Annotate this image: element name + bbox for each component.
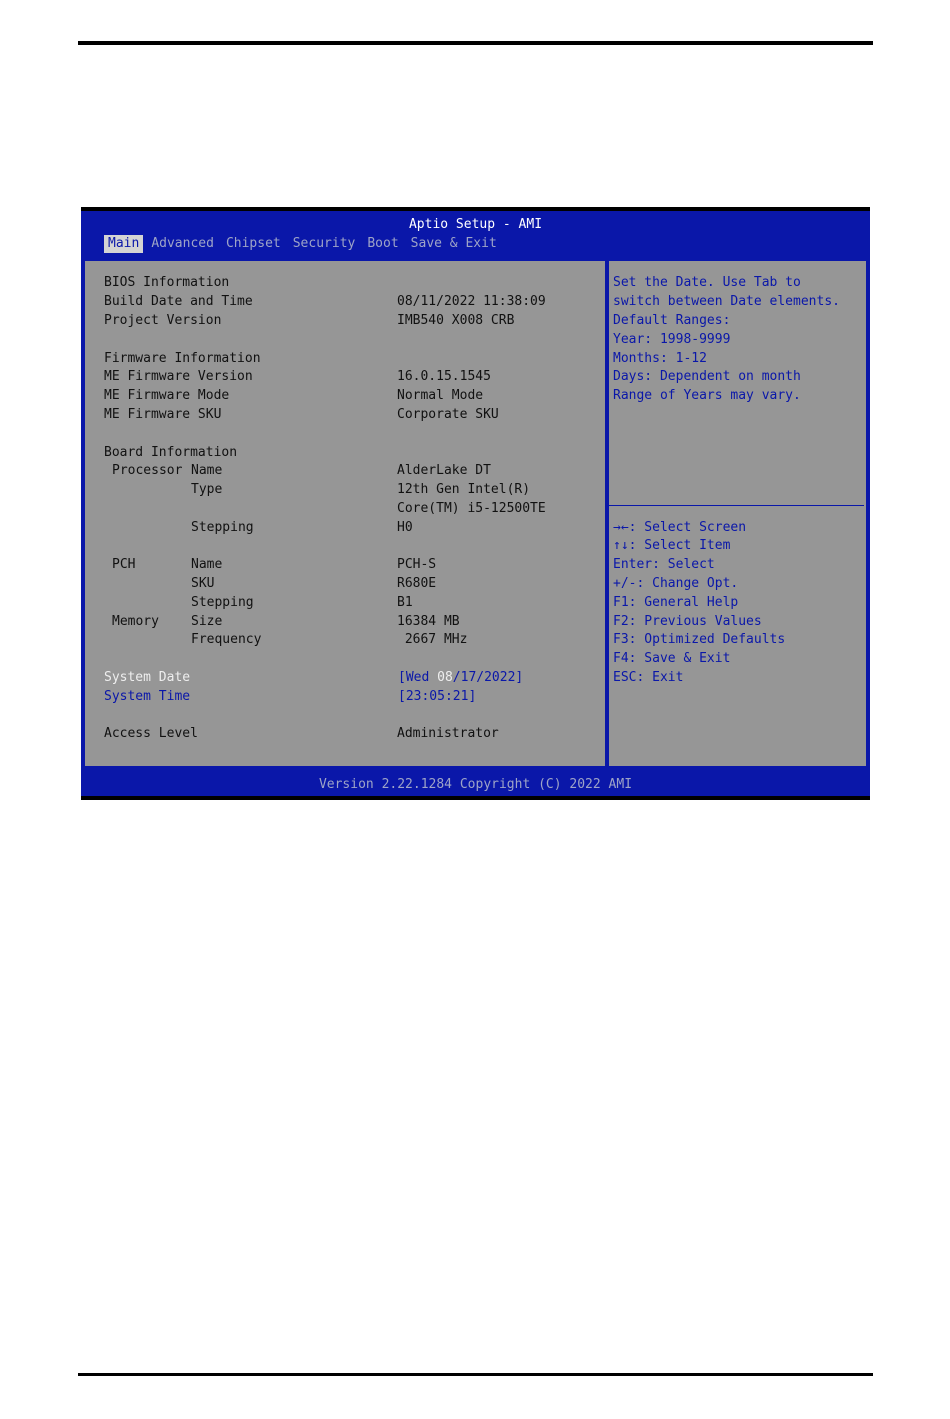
footer-bar <box>81 775 870 796</box>
system-date-month[interactable]: 08 <box>437 670 453 685</box>
processor-type-label: Type <box>191 482 223 497</box>
me-sku-label: ME Firmware SKU <box>104 407 222 422</box>
pch-label: PCH <box>112 557 136 572</box>
version-text: Version 2.22.1284 Copyright (C) 2022 AMI <box>318 777 633 792</box>
help-line: Year: 1998-9999 <box>613 332 731 347</box>
window-title: Aptio Setup - AMI <box>408 217 543 232</box>
processor-type-value-1: 12th Gen Intel(R) <box>397 482 531 497</box>
title-bar <box>81 211 870 257</box>
project-version-label: Project Version <box>104 313 222 328</box>
processor-stepping-value: H0 <box>397 520 413 535</box>
me-version-label: ME Firmware Version <box>104 369 253 384</box>
tab-boot[interactable]: Boot <box>367 236 399 251</box>
key-hint-f1: F1: General Help <box>613 595 739 610</box>
top-rule <box>78 41 873 45</box>
tab-security[interactable]: Security <box>292 236 356 251</box>
pch-sku-label: SKU <box>191 576 215 591</box>
content-frame <box>81 257 870 775</box>
me-mode-value: Normal Mode <box>397 388 484 403</box>
system-time-label[interactable]: System Time <box>104 689 191 704</box>
processor-stepping-label: Stepping <box>191 520 254 535</box>
system-date-field[interactable] <box>398 670 523 686</box>
project-version-value: IMB540 X008 CRB <box>397 313 515 328</box>
memory-size-value: 16384 MB <box>397 614 460 629</box>
left-right-arrows-icon: →← <box>613 520 629 535</box>
board-info-header: Board Information <box>104 445 238 460</box>
build-date-value: 08/11/2022 11:38:09 <box>397 294 546 309</box>
system-date-suffix: /17/2022] <box>452 670 524 685</box>
help-line: Range of Years may vary. <box>613 388 801 403</box>
processor-name-value: AlderLake DT <box>397 463 491 478</box>
firmware-info-header: Firmware Information <box>104 351 261 366</box>
me-sku-value: Corporate SKU <box>397 407 499 422</box>
help-line: switch between Date elements. <box>613 294 840 309</box>
help-panel <box>609 261 866 766</box>
memory-size-label: Size <box>191 614 223 629</box>
memory-label: Memory <box>112 614 159 629</box>
key-hint-f2: F2: Previous Values <box>613 614 762 629</box>
key-hint-select-item: ↑↓: Select Item <box>613 538 731 553</box>
help-line: Set the Date. Use Tab to <box>613 275 801 290</box>
memory-frequency-value: 2667 MHz <box>397 632 468 647</box>
key-hint-select-screen: →←: Select Screen <box>613 520 747 535</box>
help-line: Default Ranges: <box>613 313 731 328</box>
bottom-rule <box>78 1373 873 1376</box>
pch-stepping-label: Stepping <box>191 595 254 610</box>
me-mode-label: ME Firmware Mode <box>104 388 230 403</box>
access-level-value: Administrator <box>397 726 499 741</box>
key-hint-change-opt: +/-: Change Opt. <box>613 576 739 591</box>
system-time-field[interactable]: [23:05:21] <box>398 689 477 704</box>
tab-chipset[interactable]: Chipset <box>225 236 281 251</box>
access-level-label: Access Level <box>104 726 198 741</box>
help-line: Months: 1-12 <box>613 351 707 366</box>
up-down-arrows-icon: ↑↓ <box>613 538 629 553</box>
pch-name-label: Name <box>191 557 223 572</box>
key-hint-f4: F4: Save & Exit <box>613 651 731 666</box>
menu-bar <box>104 235 505 253</box>
processor-label: Processor <box>112 463 183 478</box>
help-line: Days: Dependent on month <box>613 369 801 384</box>
system-date-prefix: [Wed <box>398 670 438 685</box>
pch-name-value: PCH-S <box>397 557 437 572</box>
main-panel <box>85 261 605 766</box>
tab-main[interactable]: Main <box>104 235 143 253</box>
me-version-value: 16.0.15.1545 <box>397 369 491 384</box>
tab-advanced[interactable]: Advanced <box>151 236 214 251</box>
system-date-label[interactable]: System Date <box>104 670 191 685</box>
key-hint-esc: ESC: Exit <box>613 670 684 685</box>
key-hint-enter: Enter: Select <box>613 557 715 572</box>
memory-frequency-label: Frequency <box>191 632 262 647</box>
pch-sku-value: R680E <box>397 576 437 591</box>
bios-info-header: BIOS Information <box>104 275 230 290</box>
processor-type-value-2: Core(TM) i5-12500TE <box>397 501 546 516</box>
key-hint-f3: F3: Optimized Defaults <box>613 632 786 647</box>
tab-save-exit[interactable]: Save & Exit <box>410 236 497 251</box>
pch-stepping-value: B1 <box>397 595 413 610</box>
build-date-label: Build Date and Time <box>104 294 253 309</box>
help-divider <box>609 505 864 506</box>
processor-name-label: Name <box>191 463 223 478</box>
bios-screen <box>81 207 870 800</box>
